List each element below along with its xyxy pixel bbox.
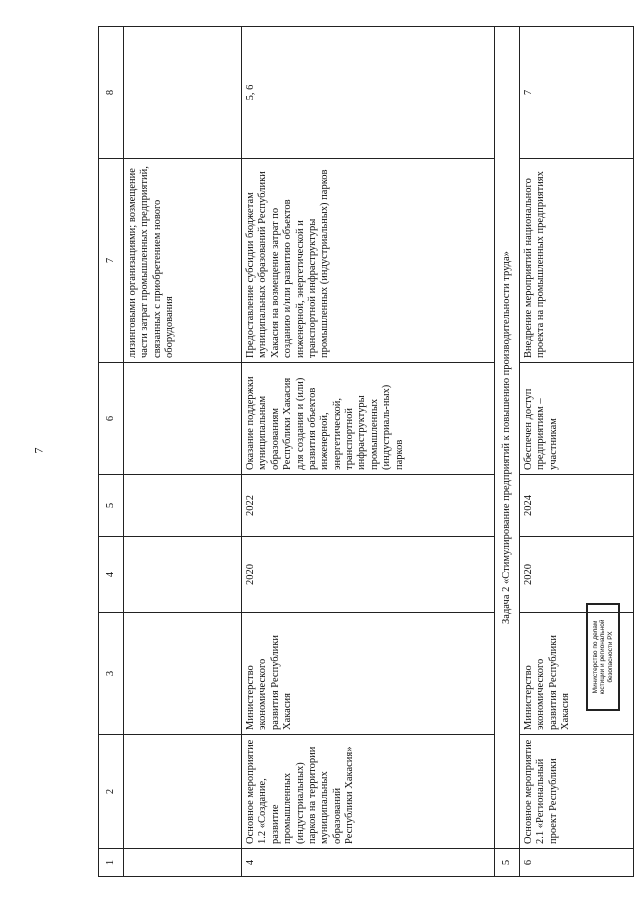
measure-name: Основное мероприятие 1.2 «Создание, развитие промышленных (индустриальных) парков на территории муниципальных образований Республики Хакасия» xyxy=(242,735,495,849)
stamp-text: Министерство по делам юстиции и региональной безопасности РХ xyxy=(591,619,614,695)
page-number: 7 xyxy=(31,447,46,454)
header-cell: 7 xyxy=(99,159,124,363)
indicator-link: 7 xyxy=(520,27,634,159)
responsible-executor: Министерство экономического развития Республики Хакасия xyxy=(520,613,634,735)
main-directions: лизинговыми организациями; возмещение части затрат промышленных предприятий, связанных с приобретением нового оборудования xyxy=(124,159,242,363)
end-year: 2024 xyxy=(520,475,634,537)
header-cell: 1 xyxy=(99,849,124,877)
responsible-executor xyxy=(124,613,242,735)
table-row xyxy=(495,27,520,877)
row-number: 5 xyxy=(495,849,520,877)
start-year: 2020 xyxy=(520,537,634,613)
expected-result: Оказание поддержки муниципальным образованиям Республики Хакасия для создания и (или) развития объектов инженерной, энергетической, транспортной инфраструктуры промышленных (индустриаль-ных) парков xyxy=(242,363,495,475)
end-year xyxy=(124,475,242,537)
table-row xyxy=(242,27,495,877)
indicator-link: 5, 6 xyxy=(242,27,495,159)
indicator-link xyxy=(124,27,242,159)
measure-name xyxy=(124,735,242,849)
header-cell: 3 xyxy=(99,613,124,735)
main-directions: Предоставление субсидии бюджетам муниципальных образований Республики Хакасия на возмещение затрат по созданию и/или развитию объектов инженерной, энергетической и транспортной инфраструктуры промышленных (индустриальных) парков xyxy=(242,159,495,363)
start-year: 2020 xyxy=(242,537,495,613)
expected-result: Обеспечен доступ предприятиям – участникам xyxy=(520,363,634,475)
measure-name: Основное мероприятие 2.1 «Региональный проект Республики xyxy=(520,735,634,849)
end-year: 2022 xyxy=(242,475,495,537)
table-header-row xyxy=(99,27,124,877)
table-row xyxy=(124,27,242,877)
table-row xyxy=(520,27,634,877)
start-year xyxy=(124,537,242,613)
measures-table xyxy=(98,26,634,877)
header-cell: 8 xyxy=(99,27,124,159)
row-number xyxy=(124,849,242,877)
responsible-executor: Министерство экономического развития Республики Хакасия xyxy=(242,613,495,735)
header-cell: 5 xyxy=(99,475,124,537)
task-heading: Задача 2 «Стимулирование предприятий к повышению производительности труда» xyxy=(495,27,520,849)
row-number: 6 xyxy=(520,849,634,877)
header-cell: 2 xyxy=(99,735,124,849)
registration-stamp xyxy=(586,603,620,711)
header-cell: 6 xyxy=(99,363,124,475)
row-number: 4 xyxy=(242,849,495,877)
expected-result xyxy=(124,363,242,475)
main-directions: Внедрение мероприятий национального проекта на промышленных предприятиях xyxy=(520,159,634,363)
header-cell: 4 xyxy=(99,537,124,613)
rotated-page xyxy=(98,27,628,877)
